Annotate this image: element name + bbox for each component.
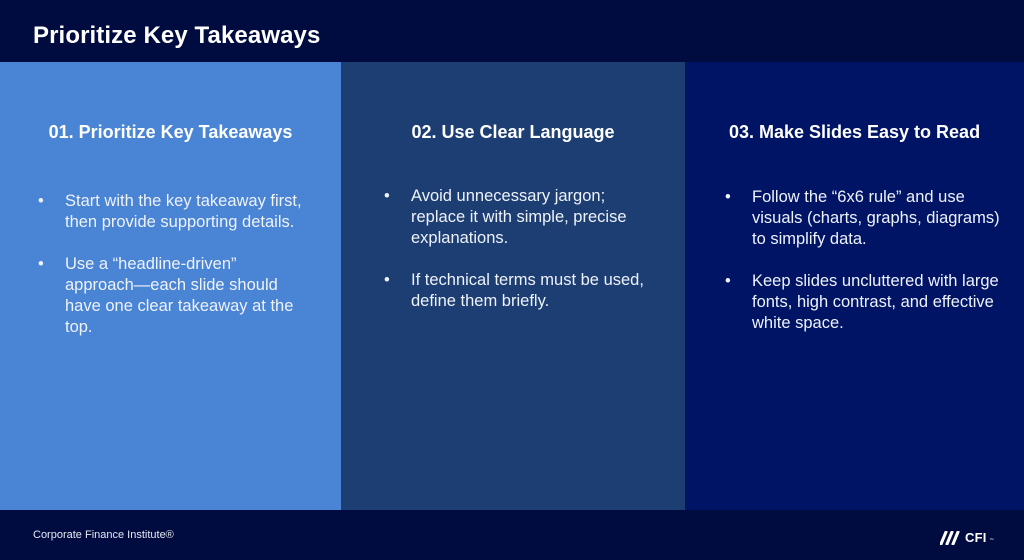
bullet-list	[38, 191, 308, 359]
list-item	[725, 271, 1005, 334]
logo-text: CFI	[965, 530, 987, 545]
list-item	[38, 191, 308, 233]
bullet-icon: •	[38, 192, 44, 210]
bullet-icon: •	[384, 187, 390, 205]
list-item	[384, 186, 654, 249]
bullet-text: If technical terms must be used, define them briefly.	[411, 271, 644, 310]
column-use-clear-language	[341, 62, 685, 510]
bullet-text: Follow the “6x6 rule” and use visuals (charts, graphs, diagrams) to simplify data.	[752, 188, 1000, 248]
bullet-text: Keep slides uncluttered with large fonts, high contrast, and effective white space.	[752, 272, 999, 332]
cfi-stripes-icon	[940, 531, 962, 545]
bullet-icon: •	[384, 271, 390, 289]
bullet-icon: •	[725, 272, 731, 290]
bullet-text: Avoid unnecessary jargon; replace it with simple, precise explanations.	[411, 187, 627, 247]
list-item	[384, 270, 654, 312]
trademark: ™	[989, 537, 994, 542]
slide-title: Prioritize Key Takeaways	[33, 22, 321, 49]
column-prioritize-key-takeaways	[0, 62, 341, 510]
column-heading: 01. Prioritize Key Takeaways	[48, 122, 293, 142]
slide-footer	[0, 510, 1024, 560]
brand-name: Corporate Finance Institute®	[33, 529, 174, 541]
takeaway-columns	[0, 62, 1024, 510]
slide-header	[0, 0, 1024, 62]
column-heading: 03. Make Slides Easy to Read	[728, 122, 981, 142]
list-item	[38, 254, 308, 338]
bullet-icon: •	[38, 255, 44, 273]
bullet-list	[725, 187, 1005, 355]
list-item	[725, 187, 1005, 250]
column-make-slides-easy-to-read	[685, 62, 1024, 510]
bullet-text: Start with the key takeaway first, then provide supporting details.	[65, 192, 302, 231]
bullet-icon: •	[725, 188, 731, 206]
cfi-logo	[940, 530, 994, 545]
bullet-text: Use a “headline-driven” approach—each slide should have one clear takeaway at the top.	[65, 255, 294, 336]
column-heading: 02. Use Clear Language	[411, 122, 615, 142]
bullet-list	[384, 186, 654, 333]
